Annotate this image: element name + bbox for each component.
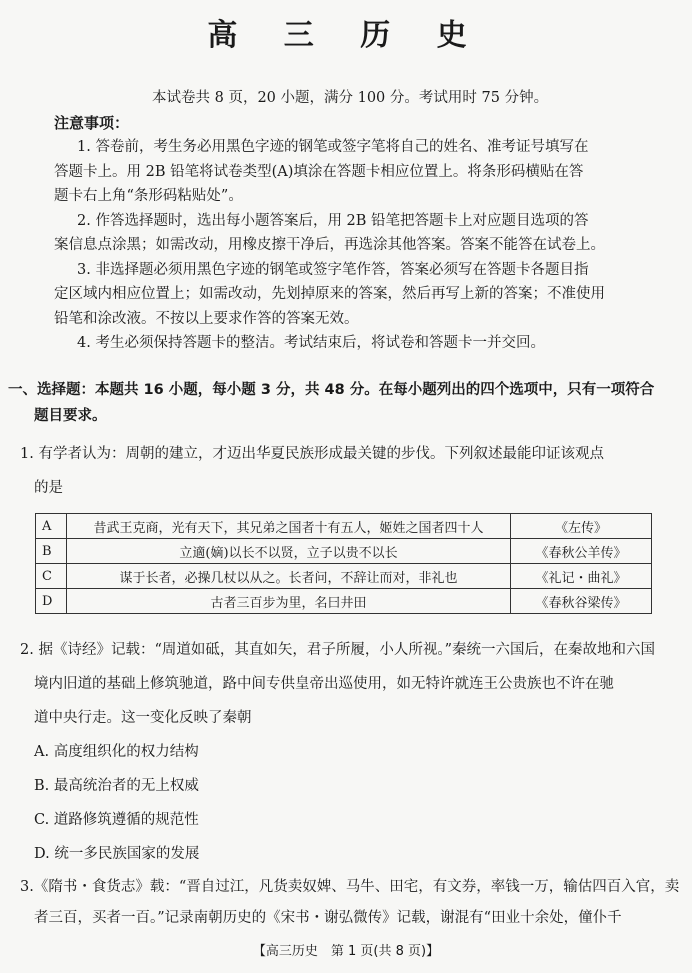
notice-line: 4. 考生必须保持答题卡的整洁。考试结束后，将试卷和答题卡一并交回。 [77,335,545,351]
option-source: 《左传》 [511,514,652,539]
notice-line: 案信息点涂黑；如需改动，用橡皮擦干净后，再选涂其他答案。答案不能答在试卷上。 [54,237,605,253]
page-footer: 【高三历史 第 1 页(共 8 页)】 [252,944,440,959]
question-2-stem: 道中央行走。这一变化反映了秦朝 [34,710,252,726]
page-title: 高 三 历 史 [207,18,485,53]
table-row [36,514,652,539]
question-1-options-table [35,513,652,614]
option-key: C [36,564,67,589]
notice-line: 定区域内相应位置上；如需改动，先划掉原来的答案，然后再写上新的答案；不准使用 [54,286,605,302]
option-text: 古者三百步为里，名曰井田 [67,589,511,614]
question-2-option: C. 道路修筑遵循的规范性 [34,812,199,828]
notice-line: 铅笔和涂改液。不按以上要求作答的答案无效。 [54,311,359,327]
question-2-stem: 2. 据《诗经》记载：“周道如砥，其直如矢，君子所履，小人所视。”秦统一六国后，在秦故地和六国 [20,642,656,658]
notice-heading: 注意事项： [54,114,130,132]
notice-line: 3. 非选择题必须用黑色字迹的钢笔或签字笔作答，答案必须写在答题卡各题目指 [77,262,589,278]
section-heading: 题目要求。 [34,408,107,424]
question-2-option: A. 高度组织化的权力结构 [34,744,199,760]
option-text: 谋于长者，必操几杖以从之。长者问，不辞让而对，非礼也 [67,564,511,589]
option-key: B [36,539,67,564]
option-key: A [36,514,67,539]
table-row [36,589,652,614]
question-2-stem: 境内旧道的基础上修筑驰道，路中间专供皇帝出巡使用，如无特许就连王公贵族也不许在驰 [34,676,614,692]
notice-line: 题卡右上角“条形码粘贴处”。 [54,188,243,204]
question-2-option: D. 统一多民族国家的发展 [34,846,200,862]
option-text: 立適(嫡)以长不以贤，立子以贵不以长 [67,539,511,564]
question-3-stem: 3.《隋书・食货志》载：“晋自过江，凡货卖奴婢、马牛、田宅，有文券，率钱一万，输估四百入官，卖 [20,879,680,895]
option-text: 昔武王克商，光有天下，其兄弟之国者十有五人，姬姓之国者四十人 [67,514,511,539]
question-2-option: B. 最高统治者的无上权威 [34,778,199,794]
option-source: 《春秋公羊传》 [511,539,652,564]
option-key: D [36,589,67,614]
exam-info: 本试卷共 8 页，20 小题，满分 100 分。考试用时 75 分钟。 [152,90,549,106]
table-row [36,564,652,589]
option-source: 《春秋谷梁传》 [511,589,652,614]
section-heading: 一、选择题：本题共 16 小题，每小题 3 分，共 48 分。在每小题列出的四个选项中，只有一项符合 [8,382,655,398]
notice-line: 2. 作答选择题时，选出每小题答案后，用 2B 铅笔把答题卡上对应题目选项的答 [77,213,589,229]
notice-line: 1. 答卷前，考生务必用黑色字迹的钢笔或签字笔将自己的姓名、准考证号填写在 [77,139,589,155]
table-row [36,539,652,564]
question-1-stem: 的是 [34,480,63,496]
option-source: 《礼记・曲礼》 [511,564,652,589]
question-1-stem: 1. 有学者认为：周朝的建立，才迈出华夏民族形成最关键的步伐。下列叙述最能印证该观点 [20,446,604,462]
question-3-stem: 者三百，买者一百。”记录南朝历史的《宋书・谢弘微传》记载，谢混有“田业十余处，僮仆千 [34,910,622,926]
notice-line: 答题卡上。用 2B 铅笔将试卷类型(A)填涂在答题卡相应位置上。将条形码横贴在答 [54,164,584,180]
